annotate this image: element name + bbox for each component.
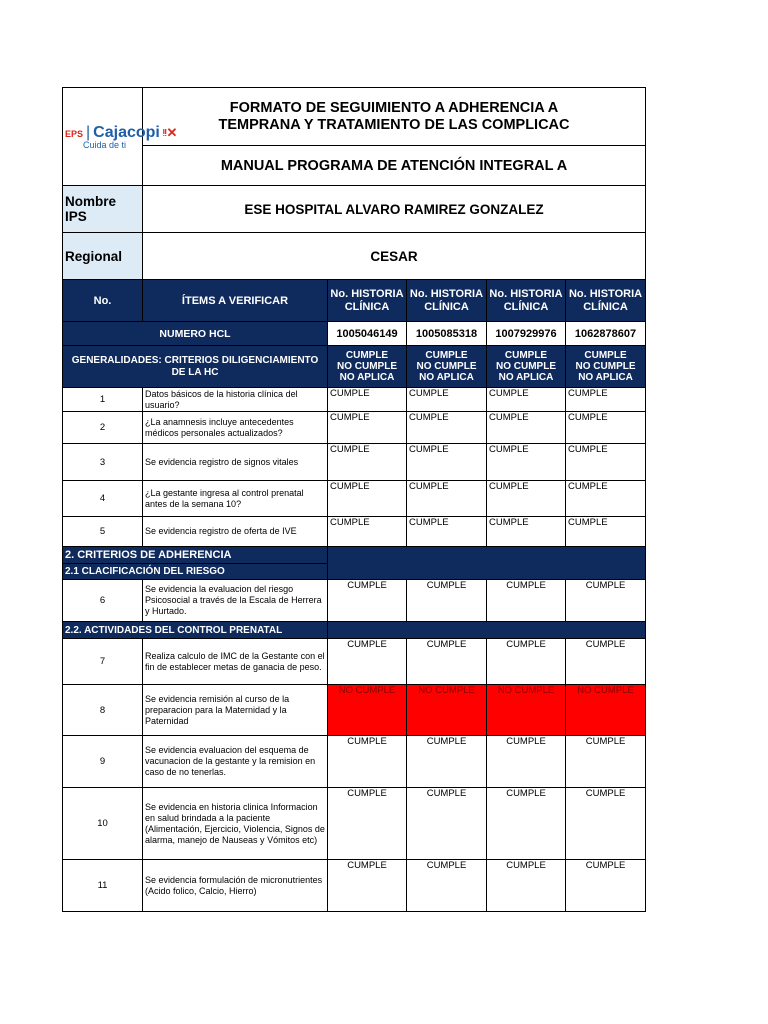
document-subtitle: MANUAL PROGRAMA DE ATENCIÓN INTEGRAL A xyxy=(143,146,646,186)
row-number: 5 xyxy=(63,517,143,547)
hcl-number-3: 1007929976 xyxy=(487,322,566,346)
row-number: 9 xyxy=(63,736,143,788)
result-cell[interactable]: CUMPLE xyxy=(566,412,646,444)
logo xyxy=(63,88,178,186)
hcl-number-1: 1005046149 xyxy=(328,322,407,346)
result-cell[interactable]: CUMPLE xyxy=(328,517,407,547)
audit-table xyxy=(62,87,646,912)
row-number: 11 xyxy=(63,860,143,912)
history-header-4: No. HISTORIA CLÍNICA xyxy=(566,280,646,322)
result-cell[interactable]: CUMPLE xyxy=(487,444,566,481)
people-icon: ᵎᵎ✕ xyxy=(162,124,178,140)
row-item: Se evidencia la evaluacion del riesgo Psicosocial a través de la Escala de Herrera y Hurtado. xyxy=(143,580,328,622)
regional-value: CESAR xyxy=(143,233,646,280)
result-cell[interactable]: CUMPLE xyxy=(328,388,407,412)
table-row xyxy=(63,517,646,547)
table-row xyxy=(63,481,646,517)
table-row xyxy=(63,736,646,788)
subsection-2-2-title: 2.2. ACTIVIDADES DEL CONTROL PRENATAL xyxy=(63,622,328,639)
row-item: ¿La gestante ingresa al control prenatal antes de la semana 10? xyxy=(143,481,328,517)
ips-label: Nombre IPS xyxy=(63,186,143,233)
col-items-header: ÍTEMS A VERIFICAR xyxy=(143,280,328,322)
result-cell[interactable]: CUMPLE xyxy=(487,388,566,412)
result-cell[interactable]: CUMPLE xyxy=(407,860,487,912)
row-number: 2 xyxy=(63,412,143,444)
result-cell[interactable]: CUMPLE xyxy=(566,860,646,912)
result-cell[interactable]: CUMPLE xyxy=(407,788,487,860)
result-cell[interactable]: CUMPLE xyxy=(407,580,487,622)
table-row xyxy=(63,444,646,481)
result-cell[interactable]: CUMPLE xyxy=(487,639,566,685)
row-item: Realiza calculo de IMC de la Gestante con el fin de establecer metas de ganacia de peso. xyxy=(143,639,328,685)
row-number: 8 xyxy=(63,685,143,736)
options-legend-4: CUMPLE NO CUMPLE NO APLICA xyxy=(566,346,646,388)
row-item: Datos básicos de la historia clínica del usuario? xyxy=(143,388,328,412)
result-cell[interactable]: CUMPLE xyxy=(487,412,566,444)
result-cell[interactable]: CUMPLE xyxy=(566,517,646,547)
result-cell[interactable]: CUMPLE xyxy=(487,860,566,912)
result-cell[interactable]: CUMPLE xyxy=(407,517,487,547)
row-item: Se evidencia formulación de micronutrientes (Acido folico, Calcio, Hierro) xyxy=(143,860,328,912)
logo-divider: | xyxy=(86,123,91,141)
col-no-header: No. xyxy=(63,280,143,322)
result-cell[interactable]: CUMPLE xyxy=(487,481,566,517)
options-legend-2: CUMPLE NO CUMPLE NO APLICA xyxy=(407,346,487,388)
row-number: 10 xyxy=(63,788,143,860)
options-legend-3: CUMPLE NO CUMPLE NO APLICA xyxy=(487,346,566,388)
result-cell[interactable]: CUMPLE xyxy=(328,860,407,912)
logo-eps: EPS xyxy=(65,128,84,139)
row-item: Se evidencia evaluacion del esquema de vacunacion de la gestante y la remision en caso de no tenerlas. xyxy=(143,736,328,788)
history-header-1: No. HISTORIA CLÍNICA xyxy=(328,280,407,322)
result-cell[interactable]: CUMPLE xyxy=(407,481,487,517)
result-cell[interactable]: CUMPLE xyxy=(566,388,646,412)
result-cell[interactable]: CUMPLE xyxy=(487,580,566,622)
table-row xyxy=(63,860,646,912)
result-cell[interactable]: CUMPLE xyxy=(407,412,487,444)
result-cell[interactable]: CUMPLE xyxy=(566,639,646,685)
audit-sheet xyxy=(62,87,645,912)
row-number: 4 xyxy=(63,481,143,517)
row-number: 6 xyxy=(63,580,143,622)
history-header-3: No. HISTORIA CLÍNICA xyxy=(487,280,566,322)
numero-hcl-label: NUMERO HCL xyxy=(63,322,328,346)
result-cell[interactable]: CUMPLE xyxy=(328,481,407,517)
title-line-2: TEMPRANA Y TRATAMIENTO DE LAS COMPLICAC xyxy=(218,116,570,133)
result-cell[interactable]: CUMPLE xyxy=(566,481,646,517)
ips-value: ESE HOSPITAL ALVARO RAMIREZ GONZALEZ xyxy=(143,186,646,233)
result-cell[interactable]: CUMPLE xyxy=(487,788,566,860)
table-row xyxy=(63,388,646,412)
result-cell[interactable]: CUMPLE xyxy=(487,517,566,547)
logo-brand: Cajacopi xyxy=(93,123,160,141)
history-header-2: No. HISTORIA CLÍNICA xyxy=(407,280,487,322)
table-row xyxy=(63,685,646,736)
row-number: 1 xyxy=(63,388,143,412)
result-cell[interactable]: CUMPLE xyxy=(328,788,407,860)
hcl-number-2: 1005085318 xyxy=(407,322,487,346)
result-cell-no-cumple[interactable]: NO CUMPLE xyxy=(566,685,646,736)
result-cell[interactable]: CUMPLE xyxy=(566,788,646,860)
title-line-1: FORMATO DE SEGUIMIENTO A ADHERENCIA A xyxy=(229,99,559,116)
logo-tagline: Cuida de ti xyxy=(82,139,126,150)
row-item: ¿La anamnesis incluye antecedentes médicos personales actualizados? xyxy=(143,412,328,444)
row-item: Se evidencia remisión al curso de la preparacion para la Maternidad y la Paternidad xyxy=(143,685,328,736)
section-2-fill xyxy=(328,547,646,580)
options-legend-1: CUMPLE NO CUMPLE NO APLICA xyxy=(328,346,407,388)
result-cell[interactable]: CUMPLE xyxy=(566,444,646,481)
result-cell[interactable]: CUMPLE xyxy=(407,444,487,481)
result-cell[interactable]: CUMPLE xyxy=(328,580,407,622)
subsection-2-1-title: 2.1 CLACIFICACIÓN DEL RIESGO xyxy=(63,564,328,580)
section-2-title: 2. CRITERIOS DE ADHERENCIA xyxy=(63,547,328,564)
result-cell[interactable]: CUMPLE xyxy=(566,736,646,788)
result-cell-no-cumple[interactable]: NO CUMPLE xyxy=(407,685,487,736)
result-cell-no-cumple[interactable]: NO CUMPLE xyxy=(328,685,407,736)
result-cell[interactable]: CUMPLE xyxy=(407,388,487,412)
generalidades-header: GENERALIDADES: CRITERIOS DILIGENCIAMIENTO DE LA HC xyxy=(63,346,328,388)
table-row xyxy=(63,788,646,860)
result-cell[interactable]: CUMPLE xyxy=(328,736,407,788)
result-cell[interactable]: CUMPLE xyxy=(407,736,487,788)
regional-label: Regional xyxy=(63,233,143,280)
result-cell[interactable]: CUMPLE xyxy=(328,639,407,685)
result-cell[interactable]: CUMPLE xyxy=(407,639,487,685)
row-item: Se evidencia en historia clinica Informacion en salud brindada a la paciente (Alimentación, Ejercicio, Violencia, Signos de alarma, manejo de Nauseas y Vómitos etc) xyxy=(143,788,328,860)
row-item: Se evidencia registro de oferta de IVE xyxy=(143,517,328,547)
table-row xyxy=(63,639,646,685)
result-cell[interactable]: CUMPLE xyxy=(328,444,407,481)
row-number: 7 xyxy=(63,639,143,685)
document-title xyxy=(143,88,646,146)
row-number: 3 xyxy=(63,444,143,481)
result-cell[interactable]: CUMPLE xyxy=(328,412,407,444)
row-item: Se evidencia registro de signos vitales xyxy=(143,444,328,481)
table-row xyxy=(63,412,646,444)
result-cell-no-cumple[interactable]: NO CUMPLE xyxy=(487,685,566,736)
hcl-number-4: 1062878607 xyxy=(566,322,646,346)
table-row xyxy=(63,580,646,622)
result-cell[interactable]: CUMPLE xyxy=(487,736,566,788)
result-cell[interactable]: CUMPLE xyxy=(566,580,646,622)
subsection-2-2-fill xyxy=(328,622,646,639)
